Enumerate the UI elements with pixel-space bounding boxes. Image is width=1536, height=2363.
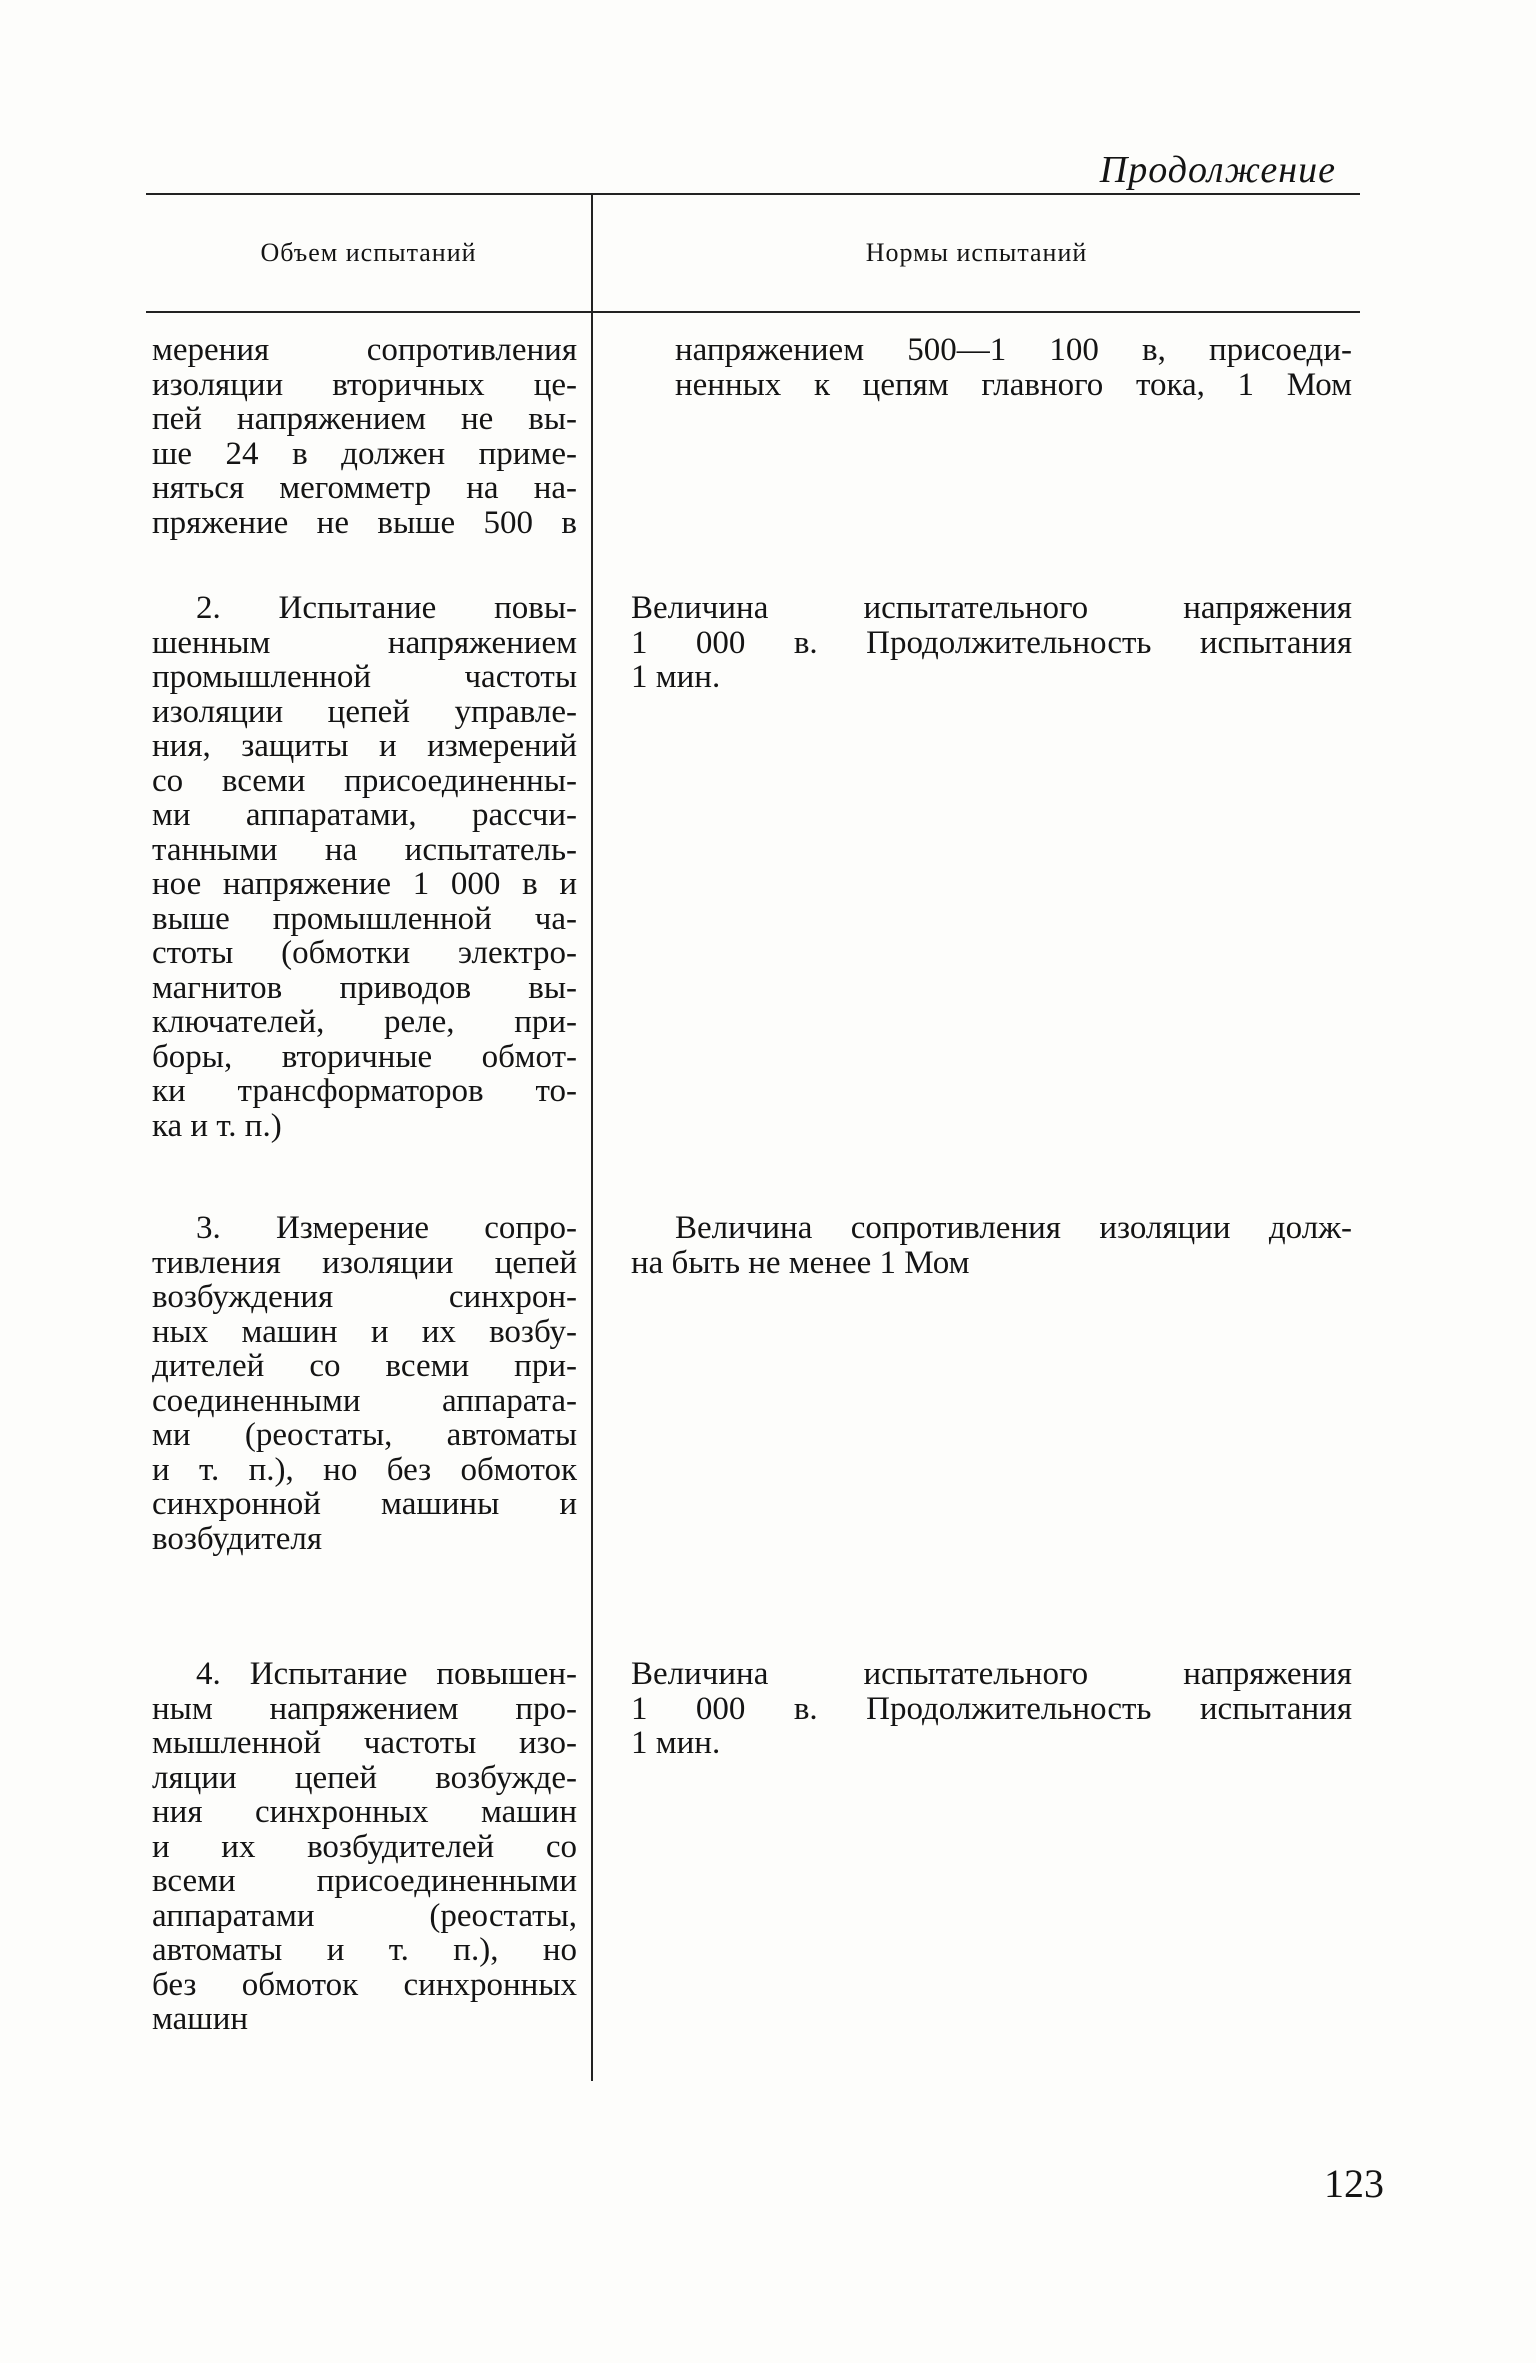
header-test-norms: Нормы испытаний — [592, 194, 1360, 312]
scope-line: мерения сопротивления — [152, 332, 577, 368]
scope-line: ше 24 в должен приме- — [152, 435, 577, 472]
norm-line: ненных к цепям главного тока, 1 Мом — [675, 366, 1352, 403]
table-row — [146, 591, 1360, 1211]
scope-line: и их возбудителей со — [152, 1828, 577, 1865]
scope-line: ми (реостаты, автоматы — [152, 1417, 577, 1453]
scope-line: автоматы и т. п.), но — [152, 1932, 577, 1968]
scope-line: всеми присоединенными — [152, 1863, 577, 1899]
scope-line: боры, вторичные обмот- — [152, 1038, 577, 1075]
scope-line: танными на испытатель- — [152, 831, 577, 868]
norm-cell — [592, 312, 1360, 591]
scope-line: ляции цепей возбужде- — [152, 1759, 577, 1796]
scope-cell — [146, 1211, 592, 1657]
test-norms-table — [146, 193, 1360, 2081]
scope-line: ка и т. п.) — [152, 1107, 282, 1144]
scope-line: няться мегомметр на на- — [152, 470, 577, 506]
scope-line: соединенными аппарата- — [152, 1382, 577, 1419]
scope-line: аппаратами (реостаты, — [152, 1897, 577, 1934]
table-row — [146, 1211, 1360, 1657]
scope-line: возбуждения синхрон- — [152, 1279, 577, 1315]
scope-line: тивления изоляции цепей — [152, 1244, 577, 1281]
scope-line: пей напряжением не вы- — [152, 401, 577, 437]
scope-line: промышленной частоты — [152, 659, 577, 695]
scope-line: ки трансформаторов то- — [152, 1073, 577, 1109]
norm-line: 1 мин. — [631, 1725, 721, 1761]
table-row — [146, 312, 1360, 591]
norm-line: на быть не менее 1 Мом — [631, 1244, 970, 1281]
scope-line: стоты (обмотки электро- — [152, 935, 577, 971]
scope-cell — [146, 591, 592, 1211]
scope-line: изоляции вторичных це- — [152, 366, 577, 403]
continuation-label: Продолжение — [1099, 149, 1336, 191]
scope-line: 3. Измерение сопро- — [196, 1210, 577, 1246]
scope-line: ное напряжение 1 000 в и — [152, 866, 577, 902]
scope-line: ключателей, реле, при- — [152, 1004, 577, 1040]
scope-line: ния, защиты и измерений — [152, 728, 577, 764]
scope-cell — [146, 1657, 592, 2081]
norm-line: 1 000 в. Продолжительность испытания — [631, 1690, 1352, 1727]
scope-line: выше промышленной ча- — [152, 900, 577, 937]
norm-line: Величина сопротивления изоляции долж- — [675, 1210, 1352, 1246]
norm-line: напряжением 500—1 100 в, присоеди- — [675, 332, 1352, 368]
scope-line: 2. Испытание повы- — [196, 590, 577, 626]
norm-line: Величина испытательного напряжения — [631, 590, 1352, 626]
scope-line: мышленной частоты изо- — [152, 1725, 577, 1761]
norm-line: 1 000 в. Продолжительность испытания — [631, 624, 1352, 661]
scope-cell — [146, 312, 592, 591]
scope-line: пряжение не выше 500 в — [152, 504, 577, 541]
scope-line: ных машин и их возбу- — [152, 1313, 577, 1350]
header-test-scope: Объем испытаний — [146, 194, 592, 312]
scope-line: без обмоток синхронных — [152, 1966, 577, 2003]
norm-line: 1 мин. — [631, 659, 721, 695]
scope-line: дителей со всеми при- — [152, 1348, 577, 1384]
scope-line: ми аппаратами, рассчи- — [152, 797, 577, 833]
table-header-row — [146, 194, 1360, 312]
scope-line: возбудителя — [152, 1520, 323, 1557]
scope-line: ным напряжением про- — [152, 1690, 577, 1727]
norm-cell — [592, 1211, 1360, 1657]
scope-line: ния синхронных машин — [152, 1794, 577, 1830]
norm-cell — [592, 591, 1360, 1211]
page-number: 123 — [1324, 2161, 1384, 2206]
scope-line: шенным напряжением — [152, 624, 577, 661]
scope-line: машин — [152, 2001, 249, 2037]
table-row — [146, 1657, 1360, 2081]
scope-line: синхронной машины и — [152, 1486, 577, 1522]
scope-line: со всеми присоединенны- — [152, 762, 577, 799]
scope-line: магнитов приводов вы- — [152, 969, 577, 1006]
scope-line: изоляции цепей управле- — [152, 693, 577, 730]
scope-line: и т. п.), но без обмоток — [152, 1451, 577, 1488]
scope-line: 4. Испытание повышен- — [196, 1656, 577, 1692]
norm-cell — [592, 1657, 1360, 2081]
norm-line: Величина испытательного напряжения — [631, 1656, 1352, 1692]
